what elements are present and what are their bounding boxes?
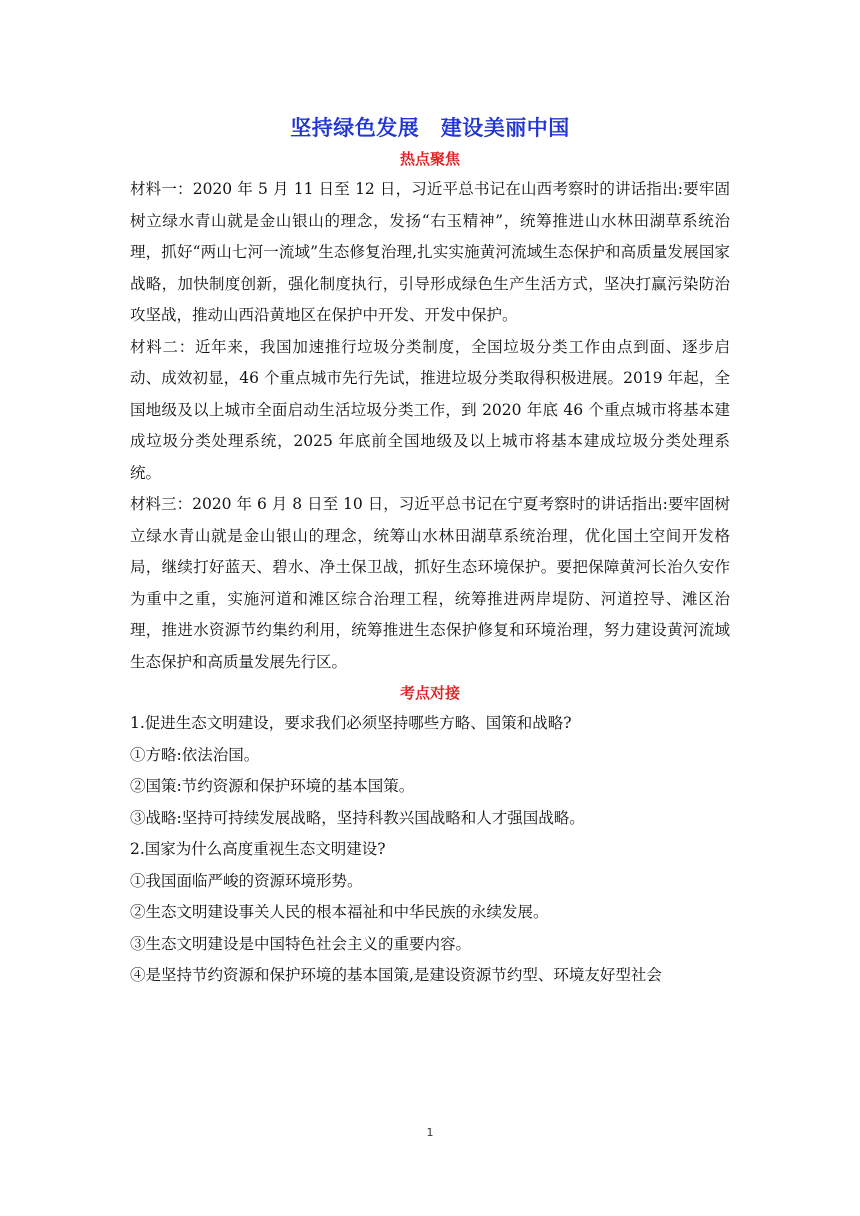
answer-item: ③生态文明建设是中国特色社会主义的重要内容。	[130, 934, 472, 953]
hot-focus-heading: 热点聚焦	[399, 150, 460, 168]
answer-item: ④是坚持节约资源和保护环境的基本国策,是建设资源节约型、环境友好型社会	[130, 966, 662, 984]
answer-item: ①方略:依法治国。	[130, 745, 260, 764]
page-number: 1	[426, 1126, 434, 1139]
material-three: 材料三：2020 年 6 月 8 日至 10 日，习近平总书记在宁夏考察时的讲话指出:要牢固树立绿水青山就是金山银山的理念，统筹山水林田湖草系统治理，优化国土空间开发格局，继续打好蓝天、碧水、净土保卫战，抓好生态环境保护。要把保障黄河长治久安作为重中之重，实施河道和滩区综合治理工程，统筹推进两岸堤防、河道控导、滩区治理，推进水资源节约集约利用，统筹推进生态保护修复和环境治理，努力建设黄河流域生态保护和高质量发展先行区。	[130, 495, 730, 671]
exam-points-heading: 考点对接	[399, 684, 460, 702]
answer-item: ①我国面临严峻的资源环境形势。	[130, 871, 363, 890]
answer-item: ②国策:节约资源和保护环境的基本国策。	[130, 777, 415, 795]
material-one: 材料一：2020 年 5 月 11 日至 12 日，习近平总书记在山西考察时的讲话指出:要牢固树立绿水青山就是金山银山的理念，发扬“右玉精神”，统筹推进山水林田湖草系统治理，抓好“两山七河一流域”生态修复治理,扎实实施黄河流域生态保护和高质量发展国家战略，加快制度创新，强化制度执行，引导形成绿色生产生活方式，坚决打赢污染防治攻坚战，推动山西沿黄地区在保护中开发、开发中保护。	[130, 180, 730, 324]
material-two: 材料二：近年来，我国加速推行垃圾分类制度，全国垃圾分类工作由点到面、逐步启动、成效初显，46 个重点城市先行先试，推进垃圾分类取得积极进展。2019 年起，全国地级及以上城市全面启动生活垃圾分类工作，到 2020 年底 46 个重点城市将基本建成垃圾分类处理系统，2025 年底前全国地级及以上城市将基本建成垃圾分类处理系统。	[130, 337, 730, 482]
document-content	[130, 112, 730, 992]
answer-item: ②生态文明建设事关人民的根本福祉和中华民族的永续发展。	[130, 903, 549, 921]
answer-item: ③战略:坚持可持续发展战略，坚持科教兴国战略和人才强国战略。	[130, 808, 585, 827]
question-two: 2.国家为什么高度重视生态文明建设?	[130, 840, 386, 858]
question-one: 1.促进生态文明建设，要求我们必须坚持哪些方略、国策和战略?	[130, 714, 572, 732]
document-title: 坚持绿色发展 建设美丽中国	[290, 116, 570, 140]
